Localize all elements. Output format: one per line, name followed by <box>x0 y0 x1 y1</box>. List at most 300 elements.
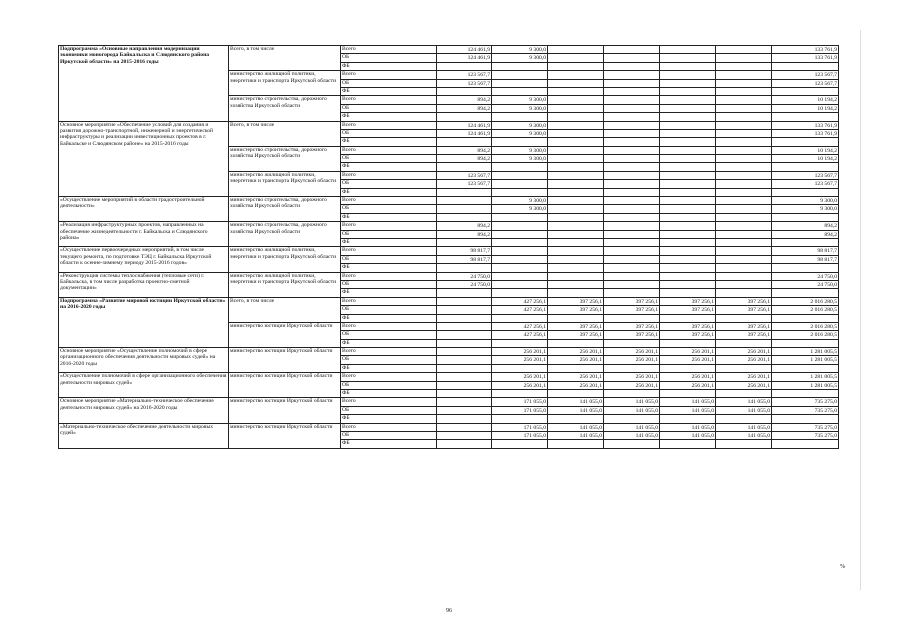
funding-source-cell: ФБ <box>341 213 437 221</box>
year-value-cell: 256 201,1 <box>716 373 772 381</box>
funding-source-cell: ФБ <box>341 113 437 121</box>
year-value-cell <box>604 415 660 423</box>
measure-name: «Материально-техническое обеспечение деятельности мировых судей» <box>60 423 214 436</box>
measure-name-cell <box>59 247 229 272</box>
year-value-cell: 894,2 <box>437 155 492 163</box>
total-cell: 2 016 280,5 <box>772 322 839 330</box>
year-value-cell: 9 300,0 <box>492 146 548 154</box>
funding-source-cell: ФБ <box>341 163 437 171</box>
year-value-cell <box>604 180 660 188</box>
funding-source-cell: ОБ <box>341 306 437 314</box>
total-cell: 894,2 <box>772 230 839 238</box>
year-value-cell: 98 817,7 <box>437 255 492 263</box>
year-value-cell <box>660 104 716 112</box>
total-cell: 1 281 005,5 <box>772 348 839 356</box>
year-value-cell <box>548 188 604 196</box>
year-value-cell: 256 201,1 <box>660 373 716 381</box>
year-value-cell <box>437 339 492 347</box>
total-cell <box>772 339 839 347</box>
year-value-cell <box>548 247 604 255</box>
year-value-cell: 256 201,1 <box>660 356 716 364</box>
total-cell: 9 300,0 <box>772 205 839 213</box>
total-cell: 894,2 <box>772 222 839 230</box>
year-value-cell: 894,2 <box>437 230 492 238</box>
year-value-cell: 397 256,1 <box>548 306 604 314</box>
year-value-cell <box>548 180 604 188</box>
year-value-cell <box>437 440 492 448</box>
funding-source-cell: Всего <box>341 348 437 356</box>
year-value-cell: 894,2 <box>437 146 492 154</box>
funding-source-cell: ОБ <box>341 255 437 263</box>
year-value-cell <box>548 314 604 322</box>
year-value-cell <box>548 213 604 221</box>
year-value-cell <box>548 79 604 87</box>
year-value-cell <box>660 255 716 263</box>
total-cell: 10 194,2 <box>772 146 839 154</box>
measure-name-cell <box>59 222 229 247</box>
measure-name-cell <box>59 373 229 398</box>
year-value-cell: 397 256,1 <box>716 297 772 305</box>
year-value-cell <box>548 415 604 423</box>
year-value-cell <box>660 272 716 280</box>
total-cell: 2 016 280,5 <box>772 331 839 339</box>
year-value-cell <box>660 188 716 196</box>
year-value-cell: 397 256,1 <box>660 331 716 339</box>
year-value-cell <box>548 222 604 230</box>
end-mark: % <box>840 564 845 570</box>
total-cell: 98 817,7 <box>772 247 839 255</box>
table-row <box>59 272 839 280</box>
year-value-cell <box>716 163 772 171</box>
year-value-cell <box>548 138 604 146</box>
year-value-cell <box>716 255 772 263</box>
year-value-cell <box>437 314 492 322</box>
year-value-cell: 141 055,0 <box>660 406 716 414</box>
year-value-cell: 256 201,1 <box>548 373 604 381</box>
total-cell: 9 300,0 <box>772 197 839 205</box>
year-value-cell <box>437 390 492 398</box>
year-value-cell: 256 201,1 <box>492 381 548 389</box>
funding-source-cell: ФБ <box>341 289 437 297</box>
funding-source-cell: ФБ <box>341 314 437 322</box>
year-value-cell <box>492 138 548 146</box>
total-cell: 10 194,2 <box>772 96 839 104</box>
year-value-cell <box>492 163 548 171</box>
year-value-cell <box>437 238 492 246</box>
year-value-cell <box>716 364 772 372</box>
year-value-cell: 256 201,1 <box>660 348 716 356</box>
year-value-cell <box>716 71 772 79</box>
year-value-cell <box>660 314 716 322</box>
year-value-cell <box>437 264 492 272</box>
funding-source-cell: ОБ <box>341 180 437 188</box>
year-value-cell <box>437 113 492 121</box>
year-value-cell <box>492 280 548 288</box>
year-value-cell <box>492 230 548 238</box>
year-value-cell <box>437 62 492 70</box>
year-value-cell: 256 201,1 <box>604 373 660 381</box>
year-value-cell <box>716 146 772 154</box>
year-value-cell <box>437 138 492 146</box>
year-value-cell <box>716 440 772 448</box>
year-value-cell <box>660 390 716 398</box>
year-value-cell: 124 461,9 <box>437 121 492 129</box>
funding-source-cell: ФБ <box>341 138 437 146</box>
executor-cell: министерство юстиции Иркутской области <box>229 373 341 398</box>
year-value-cell: 141 055,0 <box>604 431 660 439</box>
year-value-cell <box>437 431 492 439</box>
year-value-cell <box>716 171 772 179</box>
total-cell <box>772 440 839 448</box>
year-value-cell <box>604 129 660 137</box>
year-value-cell <box>716 197 772 205</box>
year-value-cell: 141 055,0 <box>716 398 772 406</box>
year-value-cell <box>604 197 660 205</box>
year-value-cell: 256 201,1 <box>604 348 660 356</box>
total-cell <box>772 238 839 246</box>
year-value-cell <box>660 289 716 297</box>
year-value-cell <box>437 348 492 356</box>
total-cell: 24 750,0 <box>772 280 839 288</box>
year-value-cell <box>604 222 660 230</box>
funding-source-cell: ФБ <box>341 238 437 246</box>
total-cell: 24 750,0 <box>772 272 839 280</box>
year-value-cell <box>604 87 660 95</box>
year-value-cell <box>604 121 660 129</box>
measure-name: Подпрограмма «Основные направления модернизации экономики моногорода Байкальска и Слюдянского района Иркутской области» на 2015-2016 годы <box>60 46 210 65</box>
year-value-cell <box>437 205 492 213</box>
budget-table-body <box>59 46 839 449</box>
year-value-cell <box>437 322 492 330</box>
year-value-cell <box>604 96 660 104</box>
year-value-cell <box>660 213 716 221</box>
table-row <box>59 46 839 54</box>
year-value-cell <box>548 171 604 179</box>
year-value-cell <box>660 87 716 95</box>
funding-source-cell: Всего <box>341 272 437 280</box>
year-value-cell <box>716 238 772 246</box>
year-value-cell <box>660 46 716 54</box>
measure-name-cell <box>59 398 229 423</box>
year-value-cell <box>437 188 492 196</box>
year-value-cell <box>548 121 604 129</box>
year-value-cell <box>548 364 604 372</box>
year-value-cell <box>716 280 772 288</box>
year-value-cell <box>604 188 660 196</box>
executor-cell: министерство жилищной политики, энергетики и транспорта Иркутской области <box>229 272 341 297</box>
year-value-cell: 9 300,0 <box>492 205 548 213</box>
year-value-cell: 256 201,1 <box>548 348 604 356</box>
year-value-cell <box>604 314 660 322</box>
total-cell: 1 281 005,5 <box>772 356 839 364</box>
year-value-cell: 256 201,1 <box>604 381 660 389</box>
total-cell: 133 761,9 <box>772 54 839 62</box>
year-value-cell: 397 256,1 <box>604 331 660 339</box>
year-value-cell <box>437 381 492 389</box>
funding-source-cell: ФБ <box>341 440 437 448</box>
year-value-cell <box>492 180 548 188</box>
year-value-cell: 123 567,7 <box>437 180 492 188</box>
year-value-cell <box>604 230 660 238</box>
year-value-cell <box>492 364 548 372</box>
measure-name: «Осуществление первоочередных мероприятий, в том числе текущего ремонта, по подготовке ТЭЦ г. Байкальска Иркутской области к осенне-зимнему периоду 2015-2016 годов» <box>60 247 212 267</box>
year-value-cell <box>548 129 604 137</box>
year-value-cell <box>492 264 548 272</box>
total-cell: 10 194,2 <box>772 155 839 163</box>
year-value-cell <box>437 356 492 364</box>
year-value-cell <box>492 440 548 448</box>
year-value-cell <box>716 138 772 146</box>
year-value-cell <box>437 163 492 171</box>
year-value-cell <box>716 213 772 221</box>
total-cell: 735 275,0 <box>772 423 839 431</box>
year-value-cell <box>604 54 660 62</box>
table-row <box>59 373 839 381</box>
year-value-cell <box>660 62 716 70</box>
year-value-cell <box>548 113 604 121</box>
year-value-cell <box>548 71 604 79</box>
year-value-cell <box>716 314 772 322</box>
year-value-cell <box>604 255 660 263</box>
measure-name: Подпрограмма «Развитие мировой юстиции Иркутской области» на 2016-2020 годы <box>60 297 226 311</box>
executor-cell: министерство юстиции Иркутской области <box>229 398 341 423</box>
year-value-cell <box>437 373 492 381</box>
year-value-cell: 256 201,1 <box>716 381 772 389</box>
year-value-cell: 9 300,0 <box>492 129 548 137</box>
funding-source-cell: ОБ <box>341 205 437 213</box>
year-value-cell <box>548 146 604 154</box>
year-value-cell <box>604 339 660 347</box>
funding-source-cell: ФБ <box>341 188 437 196</box>
year-value-cell <box>548 62 604 70</box>
year-value-cell <box>660 54 716 62</box>
measure-name: Основное мероприятие «Материально-техническое обеспечение деятельности мировых судей» на 2016-2020 годы <box>60 398 214 411</box>
funding-source-cell: ФБ <box>341 364 437 372</box>
funding-source-cell: ОБ <box>341 155 437 163</box>
executor-cell: Всего, в том числе <box>229 46 341 71</box>
year-value-cell: 9 300,0 <box>492 104 548 112</box>
funding-source-cell: ФБ <box>341 87 437 95</box>
funding-source-cell: Всего <box>341 297 437 305</box>
year-value-cell <box>604 205 660 213</box>
year-value-cell <box>604 138 660 146</box>
year-value-cell <box>437 398 492 406</box>
funding-source-cell: Всего <box>341 46 437 54</box>
funding-source-cell: Всего <box>341 197 437 205</box>
year-value-cell <box>660 129 716 137</box>
funding-source-cell: ОБ <box>341 230 437 238</box>
year-value-cell <box>716 390 772 398</box>
year-value-cell <box>716 54 772 62</box>
total-cell: 123 567,7 <box>772 79 839 87</box>
funding-source-cell: ОБ <box>341 129 437 137</box>
year-value-cell <box>548 155 604 163</box>
year-value-cell: 24 750,0 <box>437 280 492 288</box>
table-row <box>59 348 839 356</box>
year-value-cell <box>604 264 660 272</box>
measure-name-cell <box>59 197 229 222</box>
year-value-cell <box>716 104 772 112</box>
year-value-cell: 397 256,1 <box>660 322 716 330</box>
year-value-cell <box>548 238 604 246</box>
year-value-cell <box>604 171 660 179</box>
funding-source-cell: Всего <box>341 373 437 381</box>
measure-name-cell <box>59 272 229 297</box>
year-value-cell <box>492 289 548 297</box>
year-value-cell <box>660 180 716 188</box>
year-value-cell <box>437 213 492 221</box>
budget-table-page <box>58 45 838 449</box>
year-value-cell <box>492 79 548 87</box>
year-value-cell <box>604 62 660 70</box>
year-value-cell <box>492 272 548 280</box>
year-value-cell <box>492 339 548 347</box>
year-value-cell: 123 567,7 <box>437 79 492 87</box>
year-value-cell: 397 256,1 <box>716 306 772 314</box>
year-value-cell: 894,2 <box>437 96 492 104</box>
measure-name: Основное мероприятие «Осуществление полномочий в сфере организационного обеспечения деятельности мировых судей» на 2016-2020 годы <box>60 348 216 367</box>
year-value-cell <box>716 188 772 196</box>
total-cell: 10 194,2 <box>772 104 839 112</box>
year-value-cell <box>604 238 660 246</box>
year-value-cell: 894,2 <box>437 104 492 112</box>
total-cell: 98 817,7 <box>772 255 839 263</box>
funding-source-cell: Всего <box>341 222 437 230</box>
funding-source-cell: ОБ <box>341 331 437 339</box>
year-value-cell <box>604 364 660 372</box>
table-row <box>59 121 839 129</box>
year-value-cell <box>604 155 660 163</box>
total-cell: 133 761,9 <box>772 46 839 54</box>
total-cell: 123 567,7 <box>772 180 839 188</box>
funding-source-cell: ФБ <box>341 390 437 398</box>
year-value-cell <box>660 113 716 121</box>
year-value-cell <box>604 46 660 54</box>
year-value-cell: 397 256,1 <box>660 306 716 314</box>
measure-name: «Осуществление мероприятий в области градостроительной деятельности» <box>60 197 205 210</box>
table-row <box>59 398 839 406</box>
year-value-cell: 427 256,1 <box>492 297 548 305</box>
measure-name-cell <box>59 46 229 122</box>
year-value-cell <box>716 230 772 238</box>
year-value-cell <box>604 146 660 154</box>
measure-name-cell <box>59 348 229 373</box>
year-value-cell <box>660 364 716 372</box>
funding-source-cell: ОБ <box>341 79 437 87</box>
funding-source-cell: Всего <box>341 96 437 104</box>
executor-cell: министерство жилищной политики, энергетики и транспорта Иркутской области <box>229 171 341 196</box>
funding-source-cell: ОБ <box>341 381 437 389</box>
year-value-cell: 141 055,0 <box>604 406 660 414</box>
year-value-cell: 9 300,0 <box>492 46 548 54</box>
year-value-cell <box>660 205 716 213</box>
total-cell: 1 281 005,5 <box>772 381 839 389</box>
year-value-cell <box>716 121 772 129</box>
year-value-cell <box>604 272 660 280</box>
year-value-cell <box>548 163 604 171</box>
year-value-cell <box>604 104 660 112</box>
year-value-cell: 123 567,7 <box>437 171 492 179</box>
year-value-cell <box>492 113 548 121</box>
year-value-cell <box>548 54 604 62</box>
year-value-cell <box>604 79 660 87</box>
total-cell <box>772 163 839 171</box>
year-value-cell: 171 055,0 <box>492 406 548 414</box>
year-value-cell <box>492 247 548 255</box>
year-value-cell: 9 300,0 <box>492 121 548 129</box>
year-value-cell: 9 300,0 <box>492 155 548 163</box>
year-value-cell: 256 201,1 <box>492 356 548 364</box>
total-cell <box>772 62 839 70</box>
year-value-cell: 256 201,1 <box>716 356 772 364</box>
year-value-cell <box>437 297 492 305</box>
year-value-cell: 397 256,1 <box>660 297 716 305</box>
year-value-cell: 9 300,0 <box>492 54 548 62</box>
year-value-cell <box>716 113 772 121</box>
funding-source-cell: ОБ <box>341 356 437 364</box>
year-value-cell <box>660 280 716 288</box>
budget-table <box>58 45 839 449</box>
year-value-cell <box>660 230 716 238</box>
funding-source-cell: Всего <box>341 71 437 79</box>
year-value-cell: 397 256,1 <box>548 331 604 339</box>
year-value-cell <box>492 213 548 221</box>
total-cell <box>772 289 839 297</box>
measure-name-cell <box>59 297 229 347</box>
year-value-cell <box>548 390 604 398</box>
year-value-cell <box>716 339 772 347</box>
year-value-cell: 141 055,0 <box>548 423 604 431</box>
year-value-cell: 427 256,1 <box>492 331 548 339</box>
year-value-cell <box>716 272 772 280</box>
year-value-cell <box>716 79 772 87</box>
year-value-cell <box>660 247 716 255</box>
year-value-cell <box>660 79 716 87</box>
year-value-cell: 124 461,9 <box>437 46 492 54</box>
total-cell <box>772 415 839 423</box>
year-value-cell: 141 055,0 <box>660 431 716 439</box>
year-value-cell: 397 256,1 <box>604 306 660 314</box>
year-value-cell <box>437 331 492 339</box>
table-row <box>59 197 839 205</box>
year-value-cell <box>548 104 604 112</box>
executor-cell: Всего, в том числе <box>229 121 341 146</box>
measure-name: «Реализация инфраструктурных проектов, направленных на обеспечение жизнедеятельности г. Байкальска и Слюдянского района» <box>60 222 208 242</box>
year-value-cell <box>660 171 716 179</box>
scan-edge-line <box>860 30 861 590</box>
year-value-cell <box>437 306 492 314</box>
measure-name: «Осуществление полномочий в сфере организационного обеспечения деятельности мировых судей» <box>60 373 227 386</box>
year-value-cell: 397 256,1 <box>604 297 660 305</box>
year-value-cell <box>492 415 548 423</box>
year-value-cell: 427 256,1 <box>492 322 548 330</box>
year-value-cell <box>548 289 604 297</box>
year-value-cell: 124 461,9 <box>437 129 492 137</box>
total-cell <box>772 213 839 221</box>
executor-cell: министерство юстиции Иркутской области <box>229 423 341 448</box>
executor-cell: министерство юстиции Иркутской области <box>229 322 341 347</box>
total-cell: 735 275,0 <box>772 406 839 414</box>
year-value-cell <box>548 205 604 213</box>
year-value-cell <box>548 280 604 288</box>
year-value-cell <box>492 222 548 230</box>
year-value-cell: 9 300,0 <box>492 197 548 205</box>
executor-cell: министерство жилищной политики, энергетики и транспорта Иркутской области <box>229 71 341 96</box>
year-value-cell <box>437 423 492 431</box>
year-value-cell <box>548 230 604 238</box>
table-row <box>59 423 839 431</box>
year-value-cell: 141 055,0 <box>548 398 604 406</box>
